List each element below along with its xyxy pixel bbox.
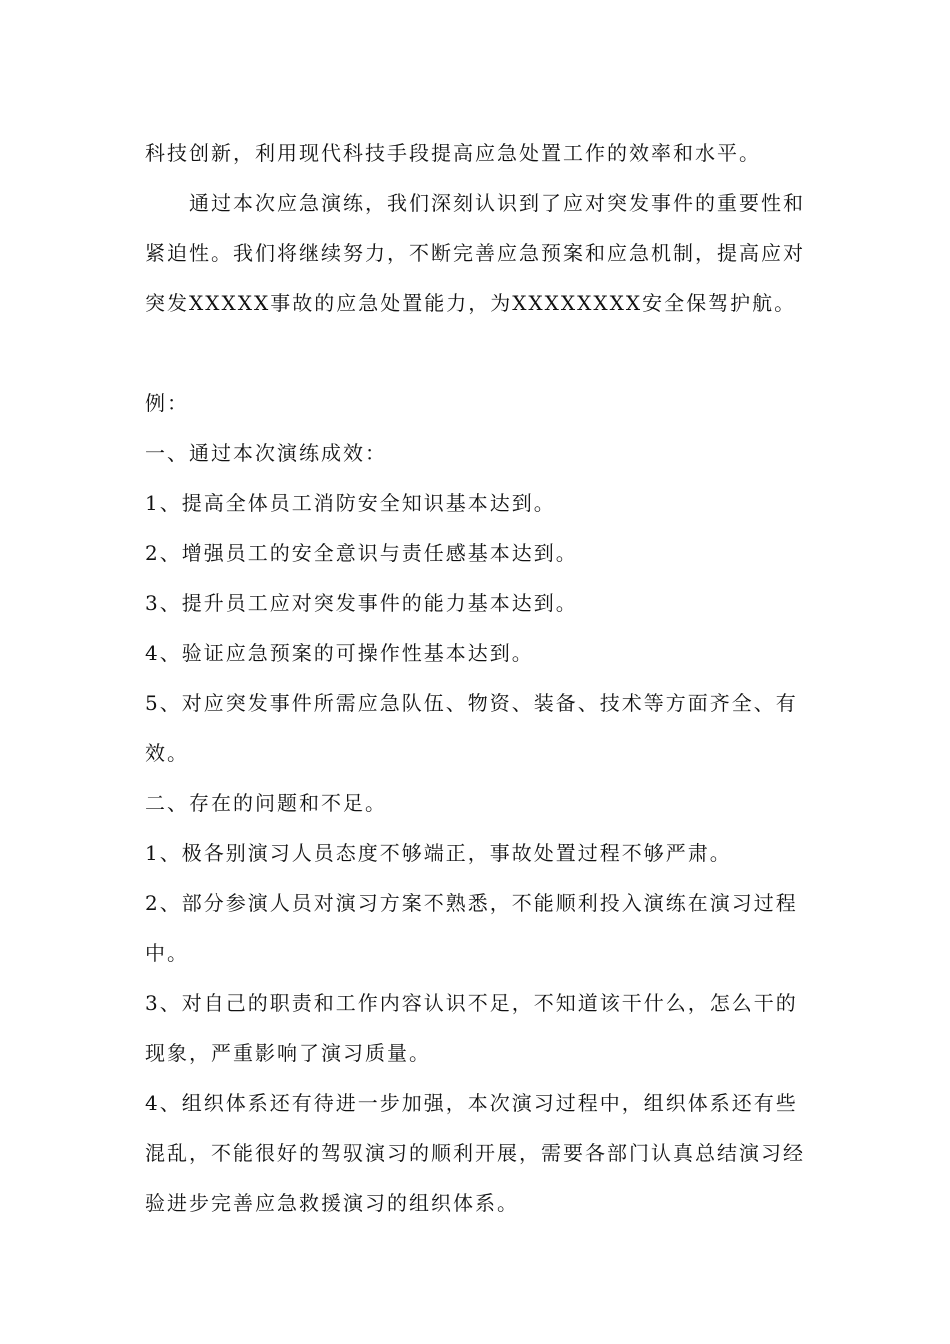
section-2-item: 2、部分参演人员对演习方案不熟悉，不能顺利投入演练在演习过程中。 [145, 891, 798, 965]
document-body [145, 128, 805, 1228]
section-1-item: 3、提升员工应对突发事件的能力基本达到。 [145, 591, 578, 615]
section-2-heading: 二、存在的问题和不足。 [145, 791, 387, 815]
paragraph-conclusion: 通过本次应急演练，我们深刻认识到了应对突发事件的重要性和紧迫性。我们将继续努力，不断完善应急预案和应急机制，提高应对突发XXXXX事故的应急处置能力，为XXXXXXXX安全保驾护航。 [145, 191, 805, 315]
example-label: 例： [145, 391, 189, 415]
section-2-item: 1、极各别演习人员态度不够端正，事故处置过程不够严肃。 [145, 841, 732, 865]
paragraph-continuation: 科技创新，利用现代科技手段提高应急处置工作的效率和水平。 [145, 141, 761, 165]
section-2-item: 4、组织体系还有待进一步加强，本次演习过程中，组织体系还有些混乱，不能很好的驾驭演习的顺利开展，需要各部门认真总结演习经验进步完善应急救援演习的组织体系。 [145, 1091, 805, 1215]
section-1-item: 2、增强员工的安全意识与责任感基本达到。 [145, 541, 578, 565]
section-1-item: 5、对应突发事件所需应急队伍、物资、装备、技术等方面齐全、有效。 [145, 691, 798, 765]
section-1-item: 4、验证应急预案的可操作性基本达到。 [145, 641, 534, 665]
blank-line [145, 328, 805, 378]
section-2-item: 3、对自己的职责和工作内容认识不足，不知道该干什么，怎么干的现象，严重影响了演习质量。 [145, 991, 798, 1065]
section-1-item: 1、提高全体员工消防安全知识基本达到。 [145, 491, 556, 515]
section-1-heading: 一、通过本次演练成效： [145, 441, 387, 465]
